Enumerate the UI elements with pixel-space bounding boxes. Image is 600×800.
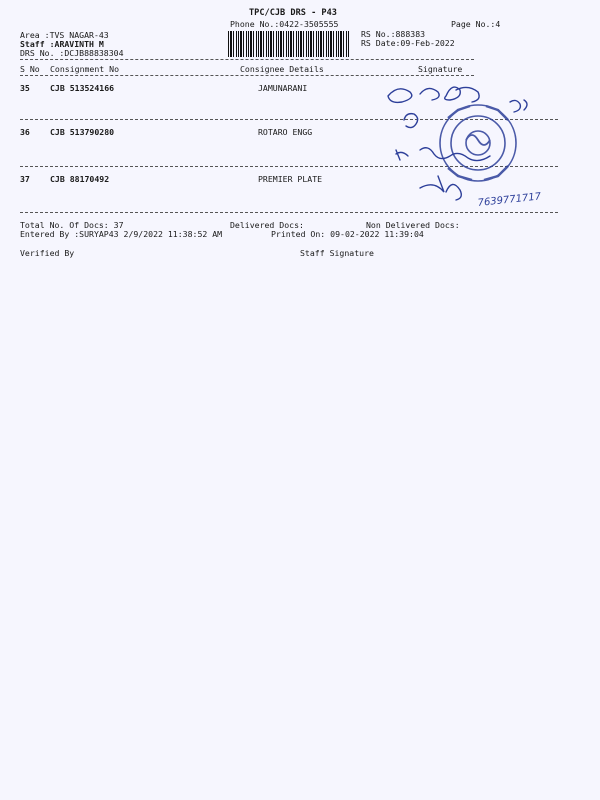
column-header-consignee: Consignee Details xyxy=(240,64,324,74)
barcode xyxy=(228,31,349,57)
row-divider xyxy=(20,119,558,120)
staff-label: Staff : xyxy=(20,39,55,49)
delivered-docs: Delivered Docs: xyxy=(230,220,304,230)
row-consignment: CJB 513790280 xyxy=(50,127,115,137)
printed-on: Printed On: 09-02-2022 11:39:04 xyxy=(271,229,424,239)
header-divider xyxy=(20,59,474,60)
row-consignee: ROTARO ENGG xyxy=(258,127,313,137)
non-delivered-docs: Non Delivered Docs: xyxy=(366,220,460,230)
handwritten-signatures xyxy=(388,87,527,200)
table-bottom-divider xyxy=(20,212,558,213)
document-title: TPC/CJB DRS - P43 xyxy=(249,8,337,18)
staff-signature-label: Staff Signature xyxy=(300,248,374,258)
drs-number: DRS No. :DCJB88838304 xyxy=(20,48,124,58)
column-header-sno: S No xyxy=(20,64,40,74)
staff-name: ARAVINTH M xyxy=(54,39,104,49)
column-header-signature: Signature xyxy=(418,64,463,74)
row-consignee: PREMIER PLATE xyxy=(258,174,323,184)
rs-number: RS No.:888383 xyxy=(361,29,426,39)
rs-date: RS Date:09-Feb-2022 xyxy=(361,38,455,48)
page-number: Page No.:4 xyxy=(451,19,501,29)
column-header-consignment: Consignment No xyxy=(50,64,120,74)
column-header-divider xyxy=(20,75,474,76)
row-sno: 37 xyxy=(20,174,30,184)
row-consignment: CJB 88170492 xyxy=(50,174,110,184)
total-docs: Total No. Of Docs: 37 xyxy=(20,220,124,230)
row-consignee: JAMUNARANI xyxy=(258,83,308,93)
row-divider xyxy=(20,166,558,167)
area-field: Area :TVS NAGAR-43 xyxy=(20,30,109,40)
verified-by-label: Verified By xyxy=(20,248,75,258)
company-stamp xyxy=(440,105,516,181)
phone-number: Phone No.:0422-3505555 xyxy=(230,19,339,29)
row-sno: 35 xyxy=(20,83,30,93)
handwritten-phone-number: 7639771717 xyxy=(477,191,542,209)
row-consignment: CJB 513524166 xyxy=(50,83,115,93)
row-sno: 36 xyxy=(20,127,30,137)
entered-by: Entered By :SURYAP43 2/9/2022 11:38:52 AM xyxy=(20,229,223,239)
